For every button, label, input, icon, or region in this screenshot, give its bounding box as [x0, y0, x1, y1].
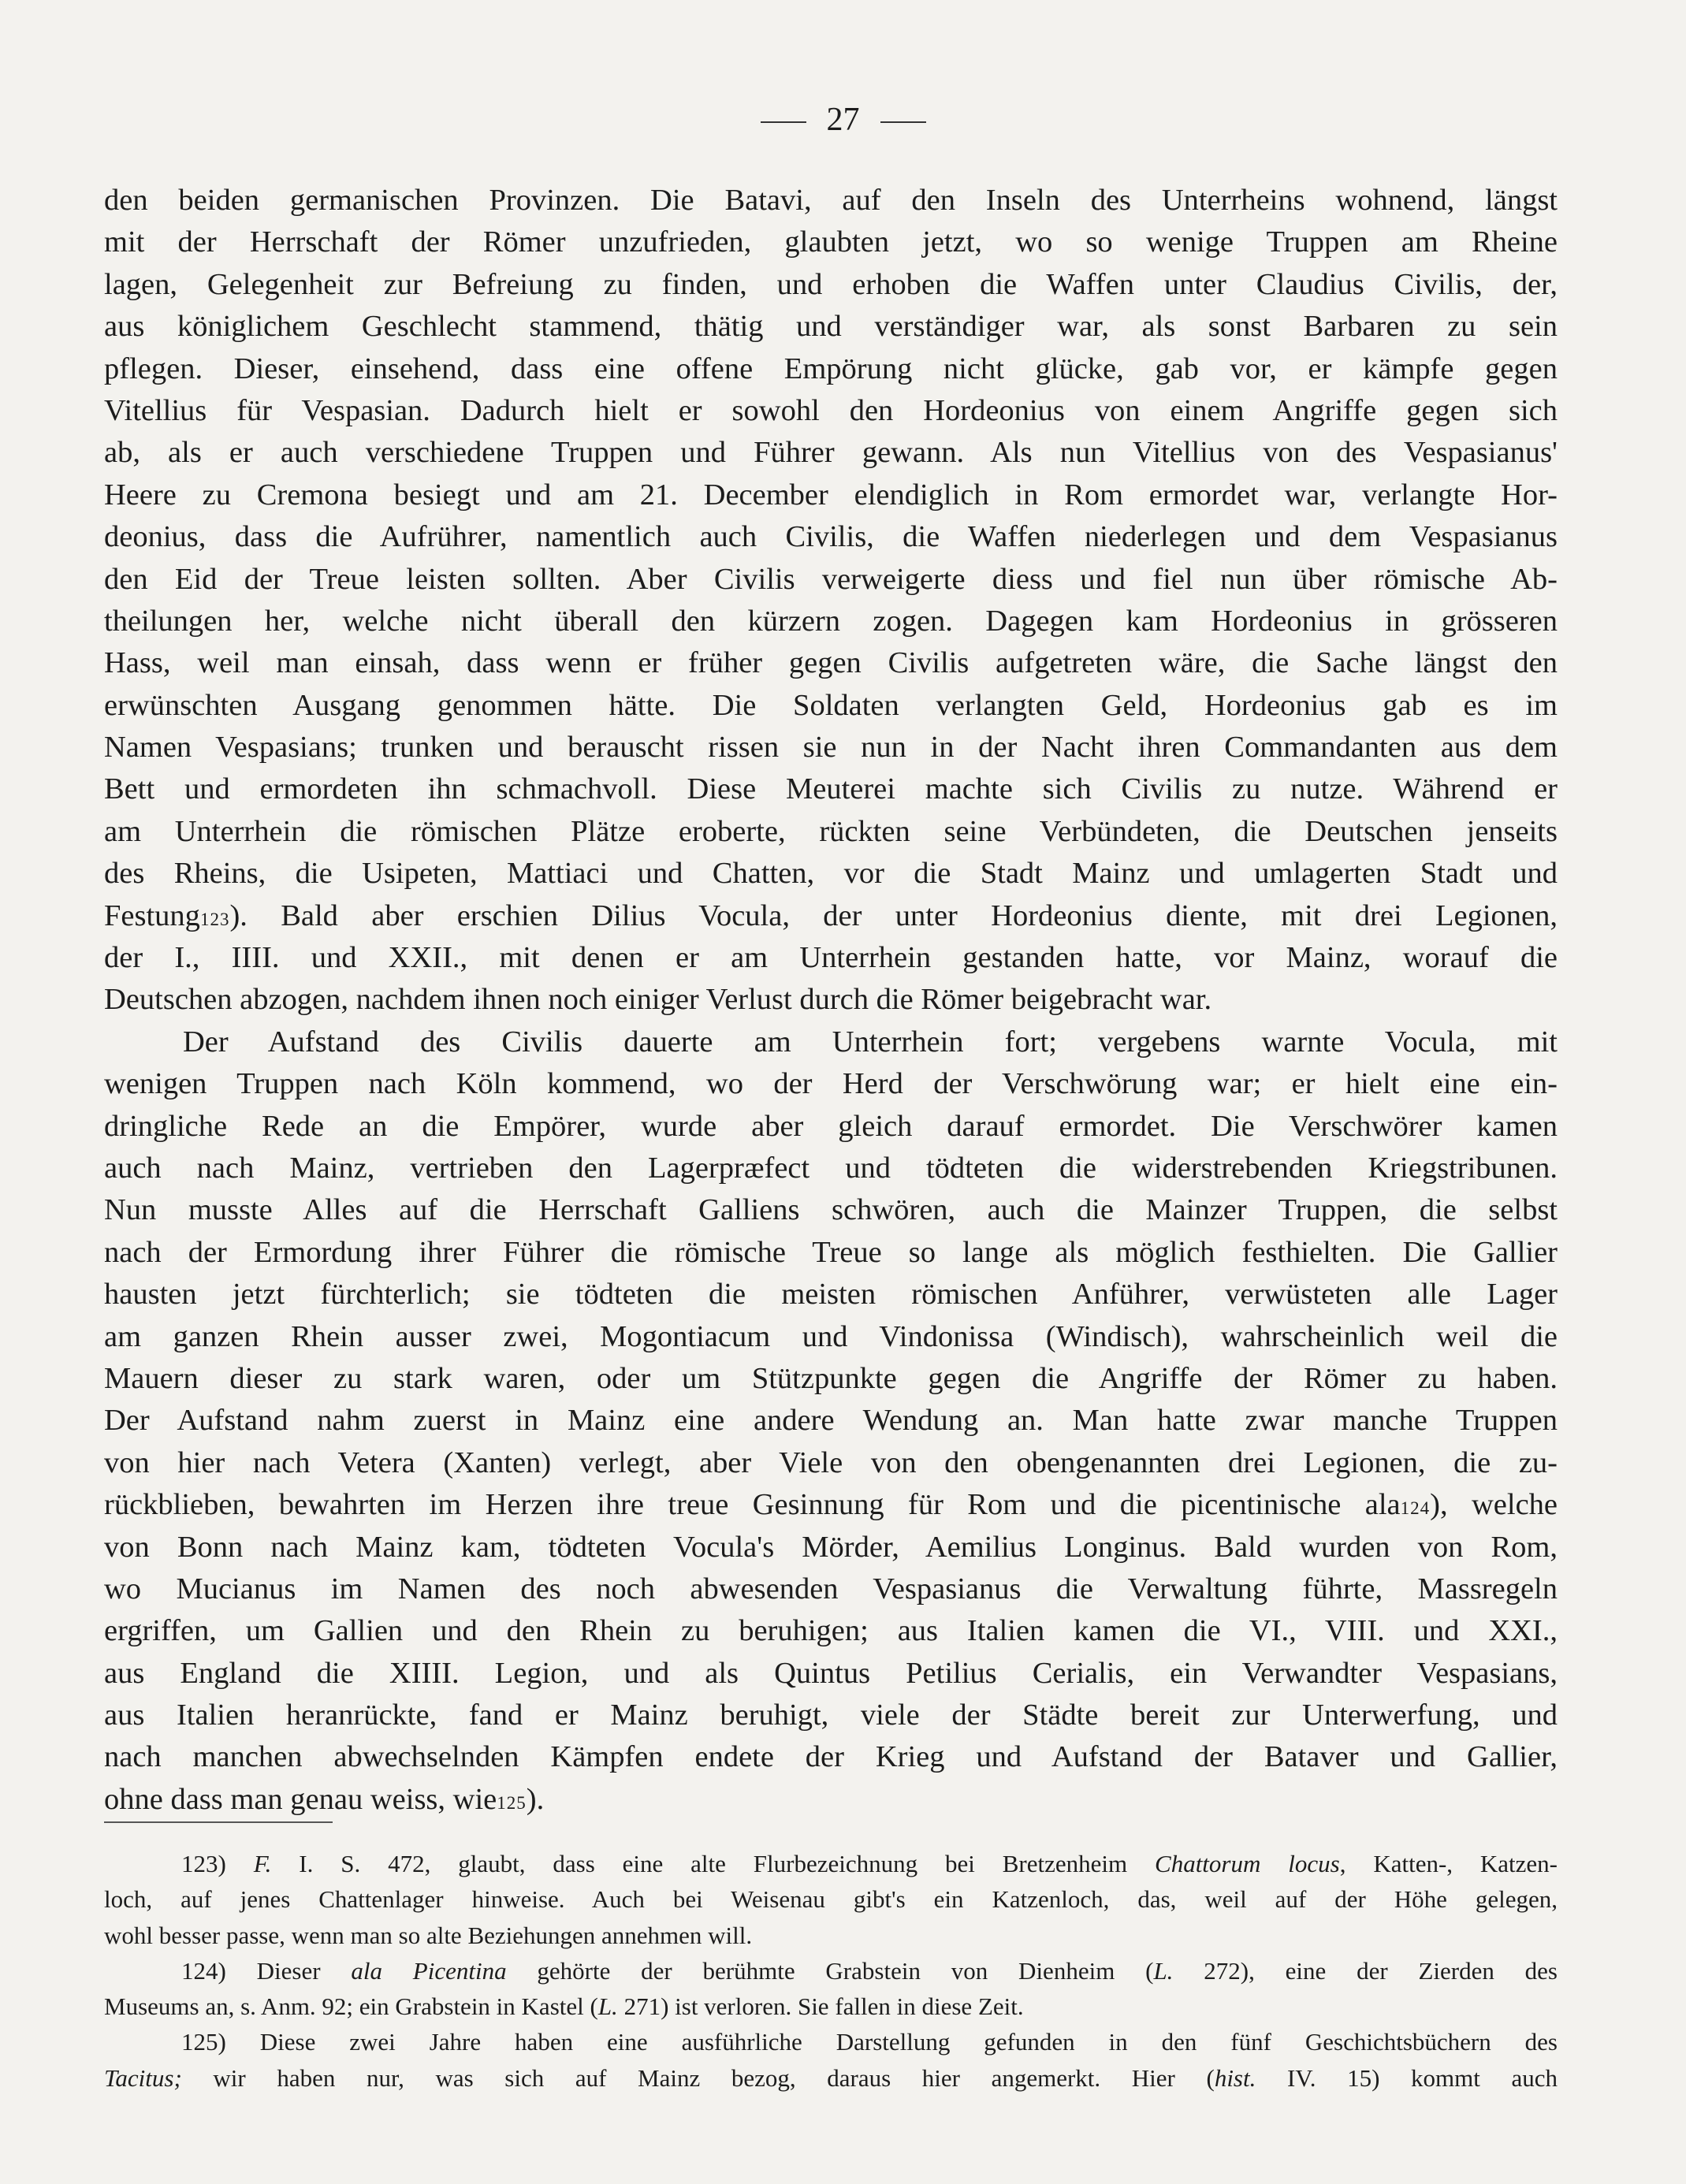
text-line: den beiden germanischen Provinzen. Die Batavi, auf den Inseln des Unterrheins wohnend, längst: [104, 184, 1558, 217]
main-text: [104, 180, 1558, 1821]
text-line: aus königlichem Geschlecht stammend, thätig und verständiger war, als sonst Barbaren zu sein: [104, 310, 1558, 344]
text-segment: Festung: [104, 899, 200, 932]
text-line: wenigen Truppen nach Köln kommend, wo der Herd der Verschwörung war; er hielt eine ein-: [104, 1067, 1558, 1101]
text-line: hausten jetzt fürchterlich; sie tödteten die meisten römischen Anführer, verwüsteten alle Lager: [104, 1278, 1558, 1312]
text-segment: ), welche: [1430, 1488, 1558, 1522]
text-line: aus England die XIIII. Legion, und als Quintus Petilius Cerialis, ein Verwandter Vespasians,: [104, 1656, 1558, 1690]
text-line: lagen, Gelegenheit zur Befreiung zu finden, und erhoben die Waffen unter Claudius Civilis, der,: [104, 267, 1558, 301]
text-line: ergriffen, um Gallien und den Rhein zu beruhigen; aus Italien kamen die VI., VIII. und XXI.,: [104, 1614, 1558, 1648]
text-line: Hass, weil man einsah, dass wenn er früher gegen Civilis aufgetreten wäre, die Sache längst den: [104, 646, 1558, 680]
text-line: Namen Vespasians; trunken und berauscht rissen sie nun in der Nacht ihren Commandanten aus dem: [104, 731, 1558, 765]
text-segment: L.: [1153, 1956, 1174, 1985]
header-dash-left: [761, 121, 806, 123]
text-line: [104, 1484, 1558, 1526]
text-line: [104, 1779, 1558, 1821]
text-line: mit der Herrschaft der Römer unzufrieden, glaubten jetzt, wo so wenige Truppen am Rheine: [104, 225, 1558, 259]
text-line: deonius, dass die Aufrührer, namentlich auch Civilis, die Waffen niederlegen und dem Vespasianus: [104, 520, 1558, 554]
footnote-123-line: loch, auf jenes Chattenlager hinweise. Auch bei Weisenau gibt's ein Katzenloch, das, weil auf der Höhe gelegen,: [104, 1885, 1558, 1914]
text-line: theilungen her, welche nicht überall den kürzern zogen. Dagegen kam Hordeonius in grösseren: [104, 604, 1558, 638]
text-segment: ohne dass man genau weiss, wie: [104, 1782, 497, 1816]
text-line: nach manchen abwechselnden Kämpfen endete der Krieg und Aufstand der Bataver und Gallier,: [104, 1740, 1558, 1774]
text-line: Heere zu Cremona besiegt und am 21. December elendiglich in Rom ermordet war, verlangte Hor-: [104, 478, 1558, 512]
text-segment: 272), eine der Zierden des: [1173, 1956, 1558, 1985]
footnote-125-line: 125) Diese zwei Jahre haben eine ausführliche Darstellung gefunden in den fünf Geschichtsbüchern des: [181, 2028, 1558, 2056]
text-segment: ). Bald aber erschien Dilius Vocula, der unter Hordeonius diente, mit drei Legionen,: [229, 899, 1558, 932]
footnote-124-line: [104, 1989, 1558, 2024]
footnote-divider: [104, 1821, 333, 1823]
text-line: Der Aufstand des Civilis dauerte am Unterrhein fort; vergebens warnte Vocula, mit: [183, 1025, 1558, 1059]
page-header: [0, 101, 1686, 139]
footnote-ref-123: 123: [199, 909, 230, 929]
text-line: [104, 895, 1558, 937]
text-segment: gehörte der berühmte Grabstein von Dienheim (: [506, 1956, 1154, 1985]
text-line: Der Aufstand nahm zuerst in Mainz eine andere Wendung an. Man hatte zwar manche Truppen: [104, 1404, 1558, 1438]
text-line: Nun musste Alles auf die Herrschaft Galliens schwören, auch die Mainzer Truppen, die selbst: [104, 1193, 1558, 1227]
text-line: dringliche Rede an die Empörer, wurde aber gleich darauf ermordet. Die Verschwörer kamen: [104, 1109, 1558, 1143]
text-line: nach der Ermordung ihrer Führer die römische Treue so lange als möglich festhielten. Die Gallier: [104, 1235, 1558, 1269]
header-dash-right: [880, 121, 926, 123]
text-line: von Bonn nach Mainz kam, tödteten Vocula's Mörder, Aemilius Longinus. Bald wurden von Rom,: [104, 1530, 1558, 1564]
text-segment: I. S. 472, glaubt, dass eine alte Flurbezeichnung bei Bretzenheim: [271, 1850, 1156, 1877]
text-segment: 124) Dieser: [181, 1956, 352, 1985]
text-segment: F.: [253, 1850, 272, 1877]
text-line: wo Mucianus im Namen des noch abwesenden Vespasianus die Verwaltung führte, Massregeln: [104, 1572, 1558, 1605]
text-line: von hier nach Vetera (Xanten) verlegt, aber Viele von den obengenannten drei Legionen, die zu-: [104, 1445, 1558, 1479]
text-line: Bett und ermordeten ihn schmachvoll. Diese Meuterei machte sich Civilis zu nutze. Während er: [104, 772, 1558, 806]
text-segment: hist.: [1214, 2063, 1256, 2092]
text-line: erwünschten Ausgang genommen hätte. Die Soldaten verlangten Geld, Hordeonius gab es im: [104, 688, 1558, 722]
page-number: 27: [826, 102, 860, 138]
footnote-ref-125: 125: [497, 1792, 527, 1813]
footnote-123-line: [104, 1846, 1558, 1881]
footnote-124-line: [104, 1953, 1558, 1989]
text-segment: 123): [181, 1850, 254, 1877]
footnotes: [104, 1846, 1558, 2096]
text-line: den Eid der Treue leisten sollten. Aber Civilis verweigerte diess und fiel nun über römische Ab-: [104, 562, 1558, 596]
text-line: am ganzen Rhein ausser zwei, Mogontiacum und Vindonissa (Windisch), wahrscheinlich weil die: [104, 1319, 1558, 1353]
footnote-123-line: wohl besser passe, wenn man so alte Beziehungen annehmen will.: [104, 1921, 753, 1949]
text-segment: wir haben nur, was sich auf Mainz bezog, daraus hier angemerkt. Hier (: [181, 2063, 1215, 2092]
footnote-125-line: [104, 2060, 1558, 2096]
text-line: ab, als er auch verschiedene Truppen und Führer gewann. Als nun Vitellius von des Vespasianus': [104, 436, 1558, 470]
text-line: Deutschen abzogen, nachdem ihnen noch einiger Verlust durch die Römer beigebracht war.: [104, 983, 1212, 1017]
text-segment: L.: [597, 1992, 618, 2021]
text-line: auch nach Mainz, vertrieben den Lagerpræfect und tödteten die widerstrebenden Kriegstribunen.: [104, 1151, 1558, 1185]
text-segment: IV. 15) kommt auch: [1256, 2063, 1558, 2092]
text-line: Vitellius für Vespasian. Dadurch hielt er sowohl den Hordeonius von einem Angriffe gegen sich: [104, 393, 1558, 427]
text-line: pflegen. Dieser, einsehend, dass eine offene Empörung nicht glücke, gab vor, er kämpfe gegen: [104, 352, 1558, 385]
text-line: Mauern dieser zu stark waren, oder um Stützpunkte gegen die Angriffe der Römer zu haben.: [104, 1361, 1558, 1395]
text-segment: , Katten-, Katzen-: [1339, 1850, 1558, 1877]
text-line: am Unterrhein die römischen Plätze eroberte, rückten seine Verbündeten, die Deutschen jenseits: [104, 814, 1558, 848]
footnote-ref-124: 124: [1400, 1498, 1431, 1519]
text-line: aus Italien heranrückte, fand er Mainz beruhigt, viele der Städte bereit zur Unterwerfung, und: [104, 1698, 1558, 1732]
text-segment: ).: [526, 1782, 545, 1816]
text-segment: Museums an, s. Anm. 92; ein Grabstein in Kastel (: [104, 1992, 598, 2021]
text-segment: rückblieben, bewahrten im Herzen ihre treue Gesinnung für Rom und die picentinische ala: [104, 1488, 1401, 1522]
text-segment: Chattorum locus: [1155, 1850, 1340, 1877]
text-segment: ala Picentina: [351, 1956, 507, 1985]
text-segment: 271) ist verloren. Sie fallen in diese Zeit.: [617, 1992, 1024, 2021]
text-line: der I., IIII. und XXII., mit denen er am Unterrhein gestanden hatte, vor Mainz, worauf die: [104, 941, 1558, 975]
text-line: des Rheins, die Usipeten, Mattiaci und Chatten, vor die Stadt Mainz und umlagerten Stadt und: [104, 857, 1558, 891]
text-segment: Tacitus;: [104, 2063, 182, 2092]
